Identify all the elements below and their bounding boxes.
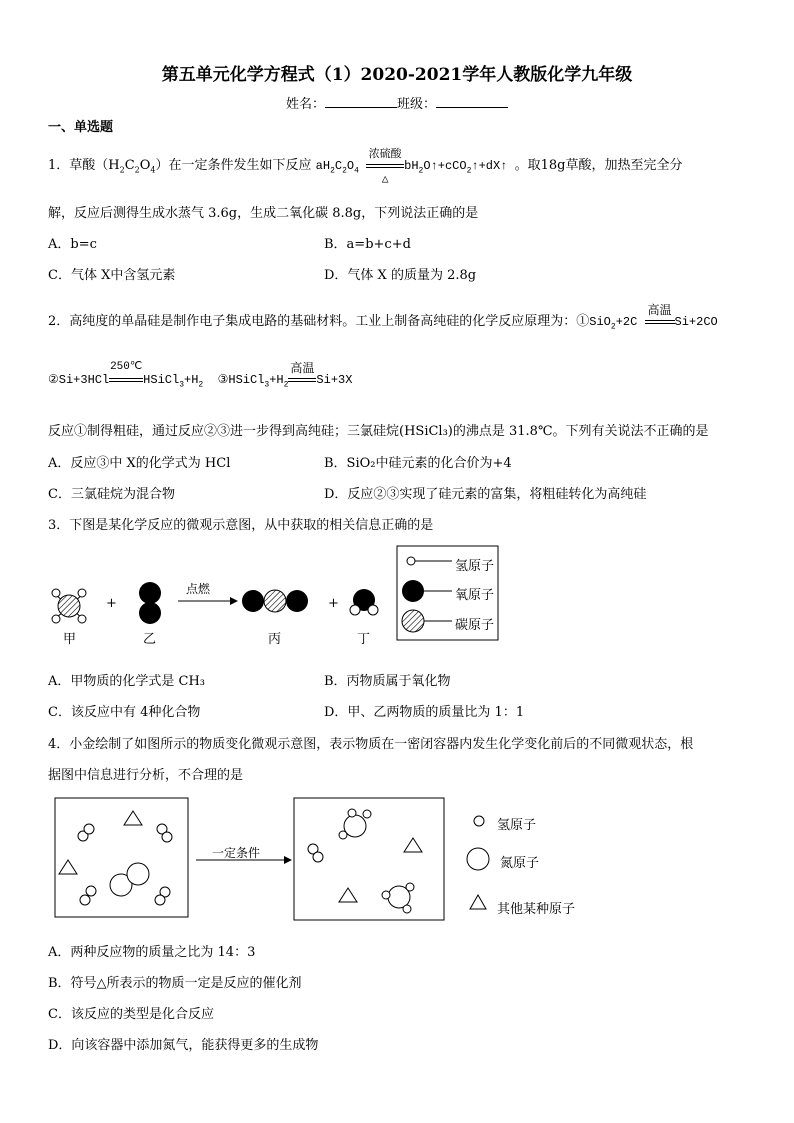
q2-reactions-2-3: ②Si+3HCl 250℃ $HSiCl_3+H_2$ $③HSiCl_3+H_2$ 高温 Si+3X — [48, 361, 353, 390]
q3-plus-2: + — [328, 596, 339, 611]
nitrogen-atom — [127, 863, 149, 885]
q4-option-d[interactable]: D．向该容器中添加氮气，能获得更多的生成物 — [48, 1038, 319, 1053]
q4-arrow-label: 一定条件 — [212, 846, 261, 860]
q2-stem-line3: 反应①制得粗硅，通过反应②③进一步得到高纯硅；三氯硅烷(HSiCl₃)的沸点是 31.8℃。下列有关说法不正确的是 — [48, 424, 709, 439]
q4-option-a[interactable]: A．两种反应物的质量之比为 14：3 — [48, 945, 256, 960]
molecule-jia — [52, 589, 86, 623]
hydrogen-atom — [52, 615, 60, 623]
q1-option-b[interactable]: B．a=b+c+d — [324, 237, 411, 252]
q2-reaction-1: SiO$_2$+2C 高温 Si+2CO — [589, 304, 718, 332]
legend-q4-triangle-icon — [470, 895, 486, 909]
hydrogen-atom — [350, 605, 360, 615]
q2-r1-arrow: 高温 — [645, 315, 675, 329]
label-bing: 丙 — [268, 632, 282, 647]
carbon-atom — [264, 590, 286, 612]
q4-option-c[interactable]: C．该反应的类型是化合反应 — [48, 1007, 214, 1022]
label-yi: 乙 — [143, 632, 157, 647]
q3-option-d[interactable]: D．甲、乙两物质的质量比为 1：1 — [324, 705, 525, 720]
molecule-bing — [242, 590, 308, 612]
label-jia: 甲 — [63, 632, 77, 647]
hydrogen-atom — [78, 589, 86, 597]
q2-r3-arrow: 高温 — [288, 373, 316, 387]
q2-option-d[interactable]: D．反应②③实现了硅元素的富集，将粗硅转化为高纯硅 — [324, 487, 647, 502]
molecule-yi — [139, 582, 161, 624]
legend-hydrogen-icon — [407, 557, 415, 565]
q1-stem-line2: 解，反应后测得生成水蒸气 3.6g，生成二氧化碳 8.8g，下列说法正确的是 — [48, 206, 479, 221]
q3-legend-hydrogen: 氢原子 — [455, 559, 495, 574]
q3-legend-oxygen: 氧原子 — [455, 588, 495, 603]
q3-legend-carbon: 碳原子 — [455, 618, 495, 633]
page-title: 第五单元化学方程式（1）2020-2021学年人教版化学九年级 — [161, 65, 633, 85]
label-ding: 丁 — [357, 632, 371, 647]
q4-before-box — [55, 798, 188, 917]
oxygen-atom — [286, 590, 308, 612]
q4-legend-hydrogen: 氢原子 — [497, 818, 537, 833]
oxygen-atom — [242, 590, 264, 612]
q4-stem-line2: 据图中信息进行分析，不合理的是 — [48, 768, 244, 783]
class-label: 班级： — [397, 97, 437, 112]
q1-option-d[interactable]: D．气体 X 的质量为 2.8g — [324, 268, 477, 283]
q2-r2-arrow: 250℃ — [109, 373, 143, 387]
q1-stem: 1．草酸$(H_2C_2O_4)$在一定条件发生如下反应 $aH_2C_2O_4$ 浓硫酸 △ $bH_2O↑+cCO_2↑+dX↑$ 。取18g草酸，加热至完全分 — [48, 149, 683, 186]
oxygen-atom — [139, 582, 161, 604]
hydrogen-atom — [52, 589, 60, 597]
legend-carbon-icon — [402, 610, 424, 632]
q1-option-a[interactable]: A．b=c — [48, 237, 97, 252]
q4-stem-line1: 4．小金绘制了如图所示的物质变化微观示意图，表示物质在一密闭容器内发生化学变化前后的不同微观状态，根 — [48, 737, 694, 752]
q3-stem: 3．下图是某化学反应的微观示意图，从中获取的相关信息正确的是 — [48, 518, 434, 533]
hydrogen-atom — [78, 615, 86, 623]
hydrogen-atom — [368, 605, 378, 615]
q3-plus-1: + — [106, 596, 117, 611]
legend-q4-hydrogen-icon — [474, 816, 484, 826]
q4-legend-other: 其他某种原子 — [497, 902, 576, 917]
name-label: 姓名： — [285, 97, 325, 112]
section-heading: 一、单选题 — [48, 120, 114, 135]
q1-option-c[interactable]: C．气体 X中含氢元素 — [48, 268, 176, 283]
q2-option-c[interactable]: C．三氯硅烷为混合物 — [48, 487, 175, 502]
q4-option-b[interactable]: B．符号△所表示的物质一定是反应的催化剂 — [48, 976, 302, 991]
q3-option-a[interactable]: A．甲物质的化学式是 CH₃ — [48, 674, 206, 689]
q2-option-a[interactable]: A．反应③中 X的化学式为 HCl — [48, 456, 231, 471]
q3-arrow-label: 点燃 — [186, 582, 211, 596]
q2-option-b[interactable]: B．SiO₂中硅元素的化合价为+4 — [324, 456, 512, 471]
q1-equation: $aH_2C_2O_4$ 浓硫酸 △ $bH_2O↑+cCO_2↑+dX↑$ — [315, 149, 508, 186]
q2-stem: 2．高纯度的单晶硅是制作电子集成电路的基础材料。工业上制备高纯硅的化学反应原理为：①SiO$_2$+2C 高温 Si+2CO — [48, 304, 718, 332]
q3-option-c[interactable]: C．该反应中有 4种化合物 — [48, 705, 201, 720]
q1-reaction-arrow: 浓硫酸 △ — [366, 159, 404, 173]
legend-q4-nitrogen-icon — [467, 848, 489, 870]
molecule-ding — [350, 589, 378, 615]
carbon-atom — [58, 595, 80, 617]
q3-option-b[interactable]: B．丙物质属于氧化物 — [324, 674, 451, 689]
legend-oxygen-icon — [402, 580, 424, 602]
oxygen-atom — [139, 602, 161, 624]
q4-legend-nitrogen: 氮原子 — [500, 856, 540, 871]
